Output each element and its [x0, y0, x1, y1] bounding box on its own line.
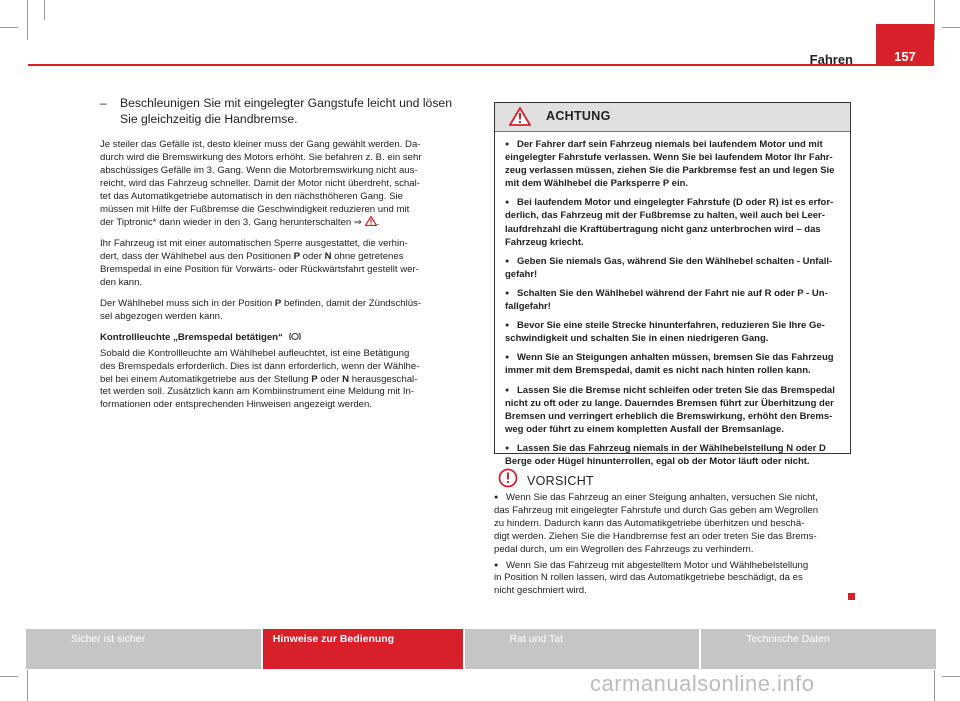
- page-title: Fahren: [809, 52, 853, 67]
- list-item: ● Bei laufendem Motor und eingelegter Fahrstufe (D oder R) ist es erfor- derlich, das Fahrzeug mit der Fußbremse zu halten, weil auch bei Leer- laufdrehzahl die Kraftübertragung nicht ganz unterbrochen wird – das Fahrzeug kriecht.: [505, 197, 834, 248]
- watermark: carmanualsonline.info: [590, 671, 815, 696]
- vorsicht-header: [494, 468, 856, 488]
- list-item: ● Geben Sie niemals Gas, während Sie den Wählhebel schalten - Unfall- gefahr!: [505, 255, 833, 280]
- bullet-icon: ●: [505, 199, 510, 207]
- list-item: ● Wenn Sie das Fahrzeug mit abgestelltem Motor und Wählhebelstellung in Position N rollen lassen, wird das Automatikgetriebe beschädigt, da es nicht geschmiert wird.: [494, 559, 809, 597]
- achtung-list: [495, 132, 850, 468]
- achtung-box: [494, 102, 851, 467]
- header-rule: [28, 64, 934, 66]
- bullet-icon: ●: [494, 494, 499, 501]
- list-item: ● Bevor Sie eine steile Strecke hinunterfahren, reduzieren Sie Ihre Ge- schwindigkeit und schalten Sie in einen niedrigeren Gang.: [505, 320, 825, 345]
- kontrollleuchte-heading: Kontrollleuchte „Bremspedal betätigen“: [100, 332, 466, 345]
- bullet-icon: ●: [505, 386, 510, 394]
- footer-nav: [26, 629, 936, 669]
- warning-triangle-icon: [509, 107, 531, 126]
- list-item: ● Schalten Sie den Wählhebel während der Fahrt nie auf R oder P - Un- fallgefahr!: [505, 287, 828, 313]
- left-column: [100, 96, 466, 412]
- section-end-marker: [848, 593, 855, 600]
- bullet-icon: ●: [505, 322, 510, 330]
- bullet-icon: ●: [505, 257, 510, 265]
- tab-hinweise-zur-bedienung[interactable]: Hinweise zur Bedienung: [263, 629, 463, 669]
- bullet-icon: ●: [505, 444, 510, 452]
- brake-pedal-icon: [289, 332, 301, 341]
- list-item: ● Wenn Sie das Fahrzeug an einer Steigung anhalten, versuchen Sie nicht, das Fahrzeug mit eingelegter Fahrstufe und durch Gas geben am Wegrollen zu hindern. Dadurch kann das Automatikgetriebe überhitzen und beschä- digt werden. Ziehen Sie die Handbremse fest an oder treten Sie das Brems- pedal durch, um ein Wegrollen des Fahrzeugs zu verhindern.: [494, 492, 819, 555]
- lead-instruction: – Beschleunigen Sie mit eingelegter Gangstufe leicht und lösen Sie gleichzeitig die Handbremse.: [100, 96, 452, 126]
- tab-rat-und-tat[interactable]: Rat und Tat: [465, 629, 700, 669]
- bullet-icon: ●: [505, 354, 510, 362]
- vorsicht-list: [494, 492, 856, 598]
- tab-sicher-ist-sicher[interactable]: Sicher ist sicher: [26, 629, 261, 669]
- paragraph-kontrollleuchte: Sobald die Kontrollleuchte am Wählhebel aufleuchtet, ist eine Betätigung des Bremspedals erforderlich. Dies ist dann erforderlich, wenn der Wählhe- bel bei einem Automatikgetriebe aus der Stellung P oder N herausgeschal- tet werden soll. Zusätzlich kann am Kombiinstrument eine Meldung mit In- formationen oder entsprechenden Hinweisen angezeigt werden.: [100, 347, 420, 411]
- tab-technische-daten[interactable]: Technische Daten: [701, 629, 936, 669]
- list-item: ● Wenn Sie an Steigungen anhalten müssen, bremsen Sie das Fahrzeug immer mit dem Bremspedal, damit es nicht nach hinten rollen kann.: [505, 352, 834, 377]
- bullet-icon: ●: [505, 141, 510, 148]
- list-item: ● Lassen Sie die Bremse nicht schleifen oder treten Sie das Bremspedal nicht zu oft oder zu lange. Dauerndes Bremsen führt zur Überhitzung der Bremsen und verringert erheblich die Bremswirkung, erhöht den Brems- weg oder führt zu einem kompletten Ausfall der Bremsanlage.: [505, 384, 835, 435]
- bullet-icon: ●: [494, 561, 499, 569]
- achtung-title: ACHTUNG: [546, 109, 611, 123]
- bullet-icon: ●: [505, 289, 510, 297]
- achtung-header: [495, 103, 850, 132]
- paragraph-gefaelle: Je steiler das Gefälle ist, desto kleiner muss der Gang gewählt werden. Da- durch wird die Bremswirkung des Motors erhöht. Sie befahren z. B. ein sehr abschüssiges Gefälle im 3. Gang. Wenn die Motorbremswirkung nicht aus- reicht, wird das Fahrzeug schneller. Damit der Motor nicht überdreht, schal- tet das Automatikgetriebe automatisch in den nächsthöheren Gang. Sie müssen mit Hilfe der Fußbremse die Geschwindigkeit reduzieren und mit der Tiptronic* dann wieder in den 3. Gang herunterschalten ⇒ .: [100, 139, 422, 229]
- paragraph-sperre: Ihr Fahrzeug ist mit einer automatischen Sperre ausgestattet, die verhin- dert, dass der Wählhebel aus den Positionen P oder N ohne getretenes Bremspedal in eine Position für Vorwärts- oder Rückwärtsfahrt gestellt wer- den kann.: [100, 238, 419, 289]
- warning-ref-icon: [365, 216, 377, 226]
- page-number: 157: [876, 24, 934, 66]
- list-item: ● Lassen Sie das Fahrzeug niemals in der Wählhebelstellung N oder D Berge oder Hügel hinunterrollen, egal ob der Motor läuft oder nicht.: [505, 442, 826, 467]
- vorsicht-section: [494, 468, 856, 601]
- paragraph-zuendschluessel: Der Wählhebel muss sich in der Position P befinden, damit der Zündschlüs- sel abgezogen werden kann.: [100, 297, 422, 322]
- vorsicht-title: VORSICHT: [527, 474, 594, 488]
- caution-circle-icon: [498, 468, 518, 488]
- list-item: ● Der Fahrer darf sein Fahrzeug niemals bei laufendem Motor und mit eingelegter Fahrstufe verlassen. Wenn Sie bei laufendem Motor Ihr Fahr- zeug verlassen müssen, ziehen Sie die Parkbremse fest an und legen Sie mit dem Wählhebel die Parksperre P ein.: [505, 139, 835, 190]
